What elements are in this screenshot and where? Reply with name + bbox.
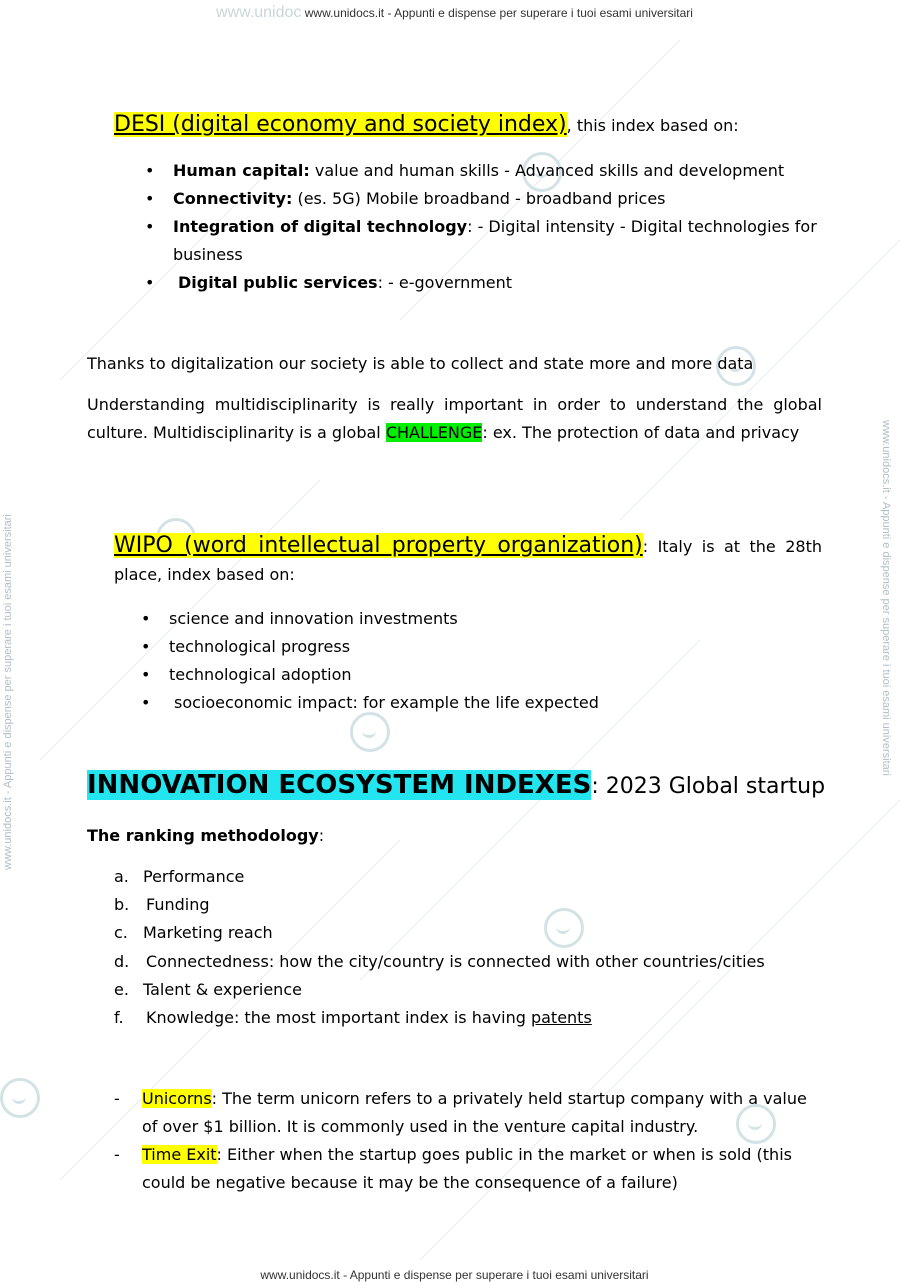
paragraph-text: : ex. The protection of data and privacy	[482, 423, 800, 442]
list-item	[114, 947, 854, 976]
bullet-icon: •	[145, 161, 155, 180]
wipo-heading-after: : Italy is at the 28th place, index based on:	[114, 537, 823, 584]
list-item	[145, 185, 833, 213]
wipo-heading-paragraph	[114, 532, 822, 589]
paragraph-digitalization: Thanks to digitalization our society is able to collect and state more and more data	[87, 354, 754, 373]
watermark-faint: www.unidoc	[216, 4, 302, 21]
list-item	[141, 605, 829, 633]
list-item-continuation	[173, 241, 833, 269]
ecosystem-heading: INNOVATION ECOSYSTEM INDEXES	[87, 770, 592, 800]
definition-term: Time Exit	[142, 1145, 217, 1164]
desi-list	[145, 157, 833, 297]
methodology-label: The ranking methodology	[87, 826, 319, 845]
list-item-text: : - Digital intensity - Digital technologies for	[467, 217, 817, 236]
wipo-heading: WIPO (word intellectual property organization)	[114, 533, 643, 558]
desi-heading-after: , this index based on:	[566, 116, 739, 135]
list-item	[114, 919, 854, 947]
list-item-bold: Digital public services	[178, 273, 378, 292]
definition-text: : The term unicorn refers to a privately held startup company with a value of over $1 billion. It is commonly used in the venture capital industry.	[142, 1089, 807, 1136]
ecosystem-heading-after: : 2023 Global startup	[591, 774, 826, 799]
bullet-icon: •	[141, 609, 151, 628]
watermark-header-text: www.unidocs.it - Appunti e dispense per superare i tuoi esami universitari	[304, 6, 693, 20]
list-item-text: Talent & experience	[143, 980, 302, 999]
watermark-side-right: www.unidocs.it - Appunti e dispense per superare i tuoi esami universitari	[880, 420, 892, 776]
bullet-icon: •	[145, 273, 155, 292]
list-item-bold: Human capital:	[173, 161, 310, 180]
bullet-icon: •	[141, 665, 151, 684]
list-item-text: (es. 5G) Mobile broadband - broadband prices	[292, 189, 666, 208]
dash-icon: -	[114, 1089, 120, 1108]
list-item-text: value and human skills - Advanced skills and development	[309, 161, 785, 180]
methodology-label-line	[87, 822, 324, 850]
list-item-letter: e.	[114, 980, 129, 999]
list-item-text: : - e-government	[377, 273, 513, 292]
paragraph-text: Understanding multidisciplinarity is really important in order to understand the global culture. Multidisciplinarity is a global	[87, 395, 822, 442]
list-item	[145, 269, 833, 297]
bullet-icon: •	[141, 693, 151, 712]
list-item	[141, 689, 829, 717]
desi-heading-line	[114, 112, 739, 137]
definition-list	[114, 1085, 824, 1197]
definition-text: : Either when the startup goes public in the market or when is sold (this could be negative because it may be the consequence of a failure)	[142, 1145, 792, 1192]
bullet-icon: •	[145, 189, 155, 208]
definition-term: Unicorns	[142, 1089, 212, 1108]
list-item-text: science and innovation investments	[169, 609, 458, 628]
list-item-text: socioeconomic impact: for example the life expected	[174, 693, 599, 712]
challenge-highlight: CHALLENGE	[385, 423, 483, 442]
list-item-letter: f.	[114, 1008, 124, 1027]
list-item	[114, 891, 854, 919]
list-item-text: Connectedness: how the city/country is connected with other countries/cities	[146, 952, 765, 971]
list-item-text: Funding	[146, 895, 210, 914]
list-item-text: Knowledge: the most important index is having	[146, 1008, 531, 1027]
list-item	[145, 213, 833, 241]
list-item-letter: d.	[114, 952, 130, 971]
list-item-bold: Integration of digital technology	[173, 217, 468, 236]
list-item-text: business	[173, 245, 243, 264]
methodology-list	[114, 863, 854, 1032]
list-item-text: technological adoption	[169, 665, 352, 684]
list-item-text: technological progress	[169, 637, 351, 656]
list-item	[145, 157, 833, 185]
watermark-footer-text: www.unidocs.it - Appunti e dispense per superare i tuoi esami universitari	[260, 1268, 649, 1282]
list-item-text: Performance	[143, 867, 245, 886]
dash-icon: -	[114, 1145, 120, 1164]
wipo-list	[141, 605, 829, 717]
list-item	[141, 633, 829, 661]
bullet-icon: •	[145, 217, 155, 236]
bullet-icon: •	[141, 637, 151, 656]
definition-unicorns	[114, 1085, 824, 1141]
list-item-text: Marketing reach	[143, 923, 273, 942]
list-item-bold: Connectivity:	[173, 189, 293, 208]
paragraph-multidisciplinarity	[87, 391, 822, 447]
list-item	[114, 1004, 854, 1032]
list-item	[141, 661, 829, 689]
desi-heading: DESI (digital economy and society index)	[114, 112, 567, 137]
list-item	[114, 976, 854, 1004]
watermark-side-left: www.unidocs.it - Appunti e dispense per superare i tuoi esami universitari	[2, 514, 14, 870]
methodology-colon: :	[318, 826, 325, 845]
ecosystem-heading-line	[87, 770, 825, 800]
list-item-letter: c.	[114, 923, 128, 942]
list-item-letter: a.	[114, 867, 129, 886]
list-item-letter: b.	[114, 895, 130, 914]
list-item	[114, 863, 854, 891]
definition-time-exit	[114, 1141, 824, 1197]
patents-underlined: patents	[530, 1008, 592, 1027]
